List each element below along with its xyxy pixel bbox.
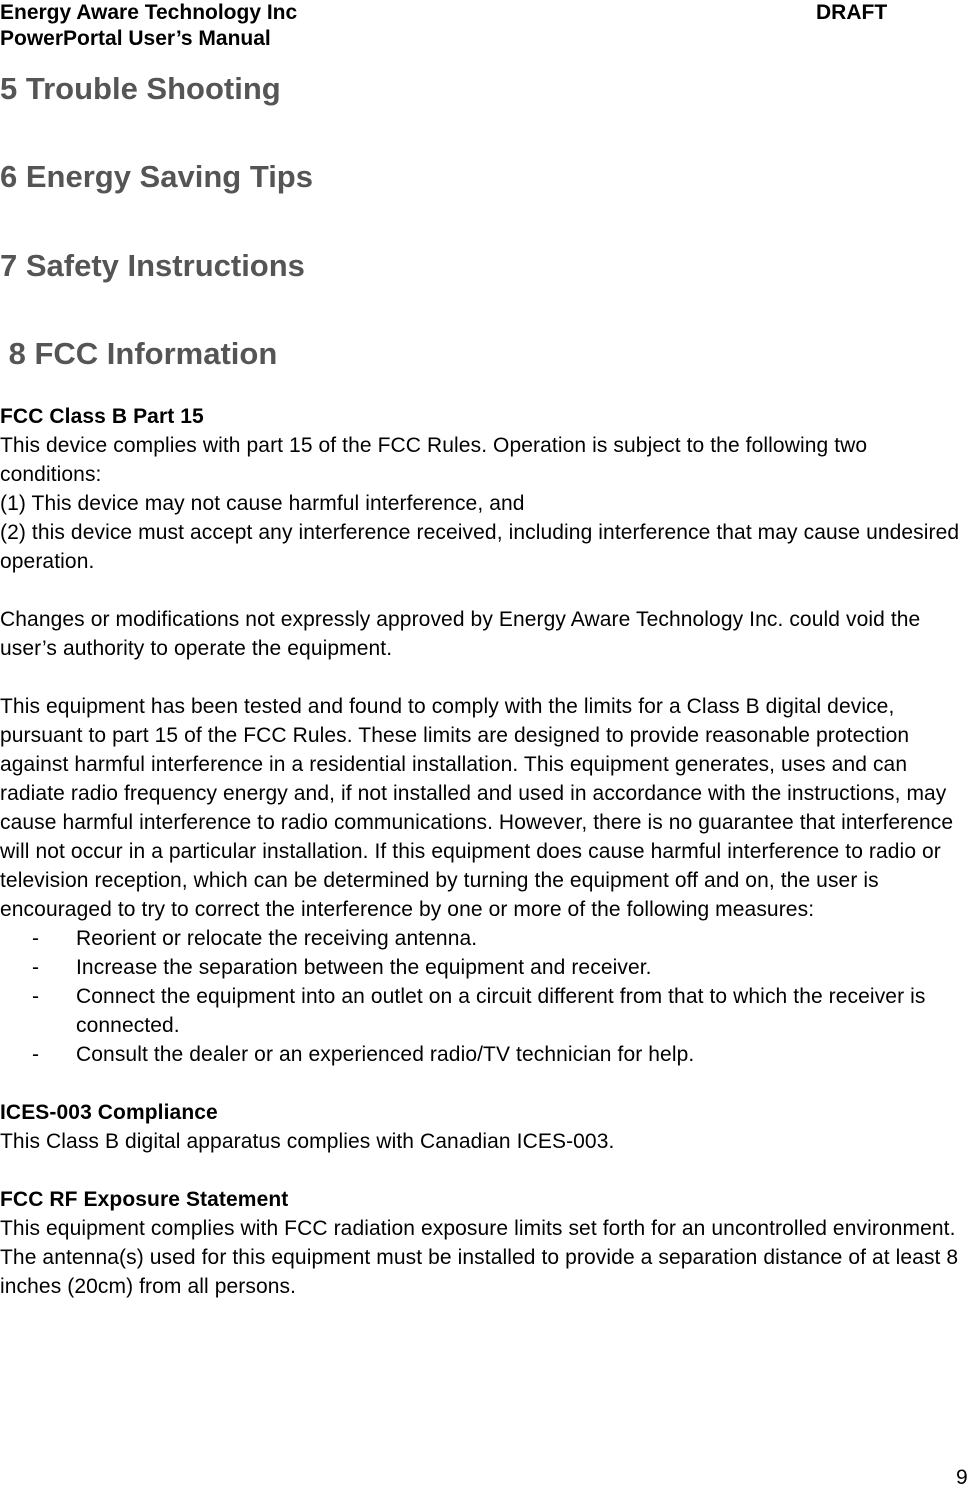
measure-text: Connect the equipment into an outlet on a circuit different from that to which the receiver is connected. [76, 985, 926, 1037]
section-heading-trouble-shooting: 5 Trouble Shooting [0, 71, 281, 106]
changes-text: Changes or modifications not expressly approved by Energy Aware Technology Inc. could void the user’s authority to operate the equipment. [0, 608, 921, 660]
list-item [0, 953, 974, 982]
header-company: Energy Aware Technology Inc [0, 1, 298, 24]
fcc-intro-text: This device complies with part 15 of the FCC Rules. Operation is subject to the following two conditions: [0, 434, 868, 486]
list-item [0, 982, 974, 1040]
section-heading-energy-saving-tips: 6 Energy Saving Tips [0, 159, 313, 194]
measure-text: Reorient or relocate the receiving antenna. [76, 927, 478, 950]
bullet-dash: - [32, 956, 40, 979]
measures-list [0, 924, 974, 1069]
list-item [0, 924, 974, 953]
header-manual-title: PowerPortal User’s Manual [0, 27, 271, 50]
list-item [0, 1040, 974, 1069]
rf-exposure-heading: FCC RF Exposure Statement [0, 1188, 289, 1211]
class-b-limits-text: This equipment has been tested and found to comply with the limits for a Class B digital device, pursuant to part 15 of the FCC Rules. These limits are designed to provide reasonable protection against harmful interference in a residential installation. This equipment generates, uses and can radiate radio frequency energy and, if not installed and used in accordance with the instructions, may cause harmful interference to radio communications. However, there is no guarantee that interference will not occur in a particular installation. If this equipment does cause harmful interference to radio or television reception, which can be determined by turning the equipment off and on, the user is encouraged to try to correct the interference by one or more of the following measures: [0, 695, 954, 921]
fcc-class-b-heading: FCC Class B Part 15 [0, 405, 204, 428]
ices-heading: ICES-003 Compliance [0, 1101, 218, 1124]
measure-text: Increase the separation between the equipment and receiver. [76, 956, 652, 979]
fcc-content [0, 402, 974, 1301]
section-heading-safety-instructions: 7 Safety Instructions [0, 248, 305, 283]
bullet-dash: - [32, 985, 40, 1008]
draft-label: DRAFT [816, 1, 888, 24]
bullet-dash: - [32, 1043, 40, 1066]
section-heading-fcc-information: 8 FCC Information [0, 336, 278, 371]
page-number: 9 [956, 1466, 968, 1489]
fcc-condition-2: (2) this device must accept any interference received, including interference that may cause undesired operation. [0, 521, 960, 573]
measure-text: Consult the dealer or an experienced radio/TV technician for help. [76, 1043, 695, 1066]
bullet-dash: - [32, 927, 40, 950]
rf-exposure-text: This equipment complies with FCC radiation exposure limits set forth for an uncontrolled environment. The antenna(s) used for this equipment must be installed to provide a separation distance of at least 8 inches (20cm) from all persons. [0, 1217, 959, 1298]
fcc-condition-1: (1) This device may not cause harmful interference, and [0, 492, 525, 515]
ices-text: This Class B digital apparatus complies with Canadian ICES-003. [0, 1130, 615, 1153]
